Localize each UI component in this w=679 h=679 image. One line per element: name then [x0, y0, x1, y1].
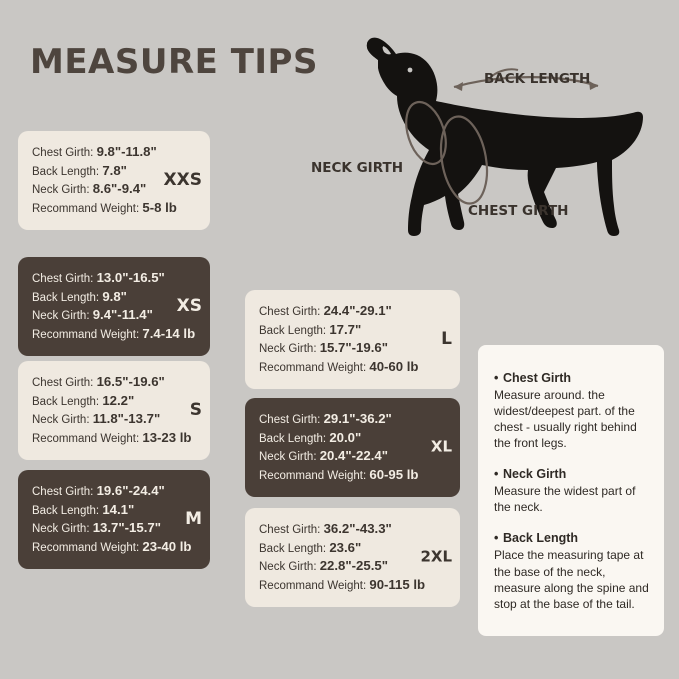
label-weight: Recommand Weight:	[259, 470, 367, 483]
card-weight-line	[259, 576, 426, 595]
annotation-neck-girth: NECK GIRTH	[311, 160, 403, 176]
value-back: 14.1"	[102, 501, 135, 517]
card-back-line	[32, 288, 152, 307]
card-neck-line	[32, 519, 161, 538]
value-chest: 19.6"-24.4"	[96, 483, 165, 498]
size-badge-m: M	[185, 509, 202, 530]
bullet-icon: •	[494, 371, 499, 385]
value-chest: 13.0"-16.5"	[96, 270, 165, 285]
card-back-line	[32, 501, 152, 520]
label-neck: Neck Girth:	[259, 343, 317, 356]
info-body-back-length: Place the measuring tape at the base of the neck, measure along the spine and stop at the base of the tail.	[494, 548, 649, 611]
label-weight: Recommand Weight:	[32, 433, 140, 446]
size-badge-xs: XS	[176, 296, 202, 317]
info-body-chest-girth: Measure around. the widest/deepest part. of the chest - usually right behind the front legs.	[494, 388, 637, 451]
value-weight: 40-60 lb	[369, 359, 419, 375]
label-weight: Recommand Weight:	[32, 329, 140, 342]
card-back-line	[259, 539, 402, 558]
value-weight: 90-115 lb	[369, 577, 426, 593]
value-neck: 20.4"-22.4"	[319, 448, 388, 464]
measure-lines	[340, 30, 679, 260]
info-block-chest-girth	[494, 371, 649, 451]
size-badge-2xl: 2XL	[420, 547, 452, 566]
value-neck: 9.4"-11.4"	[92, 307, 153, 323]
value-back: 9.8"	[102, 288, 127, 304]
size-card-xl[interactable]	[245, 398, 460, 497]
value-neck: 8.6"-9.4"	[92, 181, 147, 197]
card-chest-line	[32, 373, 165, 392]
card-chest-line	[259, 410, 402, 429]
label-back: Back Length:	[32, 291, 100, 304]
value-back: 12.2"	[102, 392, 135, 408]
annotation-back-length: BACK LENGTH	[484, 71, 591, 87]
label-weight: Recommand Weight:	[32, 542, 140, 555]
card-back-line	[32, 162, 152, 181]
info-heading-back-length: • Back Length	[494, 531, 579, 546]
value-chest: 24.4"-29.1"	[323, 303, 392, 318]
value-neck: 15.7"-19.6"	[319, 340, 388, 356]
value-neck: 11.8"-13.7"	[92, 411, 161, 427]
info-heading-neck-girth: • Neck Girth	[494, 467, 567, 482]
label-weight: Recommand Weight:	[32, 203, 140, 216]
size-card-s[interactable]	[18, 361, 210, 460]
card-weight-line	[259, 358, 419, 377]
value-neck: 13.7"-15.7"	[92, 520, 161, 536]
info-heading-chest-girth: • Chest Girth	[494, 371, 572, 385]
label-chest: Chest Girth:	[259, 414, 321, 426]
size-card-m[interactable]	[18, 470, 210, 569]
card-neck-line	[259, 557, 402, 576]
value-weight: 23-40 lb	[142, 539, 192, 555]
card-weight-line	[32, 199, 177, 218]
label-neck: Neck Girth:	[32, 310, 90, 323]
card-chest-line	[259, 520, 402, 539]
page-title: MEASURE TIPS	[30, 42, 318, 82]
value-chest: 29.1"-36.2"	[323, 411, 392, 426]
label-back: Back Length:	[32, 504, 100, 517]
bullet-icon: •	[494, 531, 499, 546]
card-neck-line	[32, 306, 152, 325]
label-back: Back Length:	[259, 324, 327, 337]
card-weight-line	[32, 325, 196, 344]
card-weight-line	[32, 429, 192, 448]
size-card-xs[interactable]	[18, 257, 210, 356]
value-back: 23.6"	[329, 539, 362, 555]
label-neck: Neck Girth:	[32, 523, 90, 536]
label-weight: Recommand Weight:	[259, 580, 367, 593]
value-chest: 9.8"-11.8"	[96, 144, 157, 159]
card-back-line	[259, 321, 402, 340]
size-badge-xl: XL	[430, 437, 452, 456]
card-weight-line	[259, 466, 419, 485]
value-weight: 13-23 lb	[142, 430, 192, 446]
value-back: 17.7"	[329, 321, 362, 337]
label-back: Back Length:	[32, 395, 100, 408]
measurement-instructions-panel	[478, 345, 664, 636]
value-weight: 60-95 lb	[369, 467, 419, 483]
info-block-back-length	[494, 531, 649, 611]
size-badge-s: S	[189, 400, 202, 421]
label-back: Back Length:	[32, 165, 100, 178]
card-neck-line	[259, 339, 402, 358]
label-back: Back Length:	[259, 542, 327, 555]
size-badge-xxs: XXS	[163, 170, 202, 191]
value-neck: 22.8"-25.5"	[319, 558, 388, 574]
card-back-line	[32, 392, 152, 411]
label-chest: Chest Girth:	[32, 486, 94, 498]
label-neck: Neck Girth:	[259, 451, 317, 464]
label-weight: Recommand Weight:	[259, 362, 367, 375]
card-neck-line	[259, 447, 402, 466]
label-chest: Chest Girth:	[32, 273, 94, 285]
info-block-neck-girth	[494, 467, 649, 515]
value-chest: 16.5"-19.6"	[96, 374, 165, 389]
label-chest: Chest Girth:	[259, 306, 321, 318]
value-weight: 7.4-14 lb	[142, 326, 196, 342]
size-card-l[interactable]	[245, 290, 460, 389]
info-body-neck-girth: Measure the widest part of the neck.	[494, 484, 636, 515]
value-weight: 5-8 lb	[142, 200, 177, 216]
dog-illustration	[340, 30, 679, 260]
value-chest: 36.2"-43.3"	[323, 521, 392, 536]
size-card-2xl[interactable]	[245, 508, 460, 607]
size-card-xxs[interactable]	[18, 131, 210, 230]
card-chest-line	[259, 302, 402, 321]
card-chest-line	[32, 269, 165, 288]
label-chest: Chest Girth:	[32, 147, 94, 159]
card-chest-line	[32, 482, 165, 501]
label-chest: Chest Girth:	[32, 377, 94, 389]
value-back: 20.0"	[329, 429, 362, 445]
annotation-chest-girth: CHEST GIRTH	[468, 203, 569, 219]
label-chest: Chest Girth:	[259, 524, 321, 536]
card-neck-line	[32, 180, 152, 199]
label-neck: Neck Girth:	[32, 184, 90, 197]
card-weight-line	[32, 538, 192, 557]
card-back-line	[259, 429, 402, 448]
card-neck-line	[32, 410, 161, 429]
value-back: 7.8"	[102, 162, 127, 178]
label-back: Back Length:	[259, 432, 327, 445]
size-badge-l: L	[441, 329, 452, 350]
bullet-icon: •	[494, 467, 499, 482]
label-neck: Neck Girth:	[259, 561, 317, 574]
label-neck: Neck Girth:	[32, 414, 90, 427]
card-chest-line	[32, 143, 157, 162]
